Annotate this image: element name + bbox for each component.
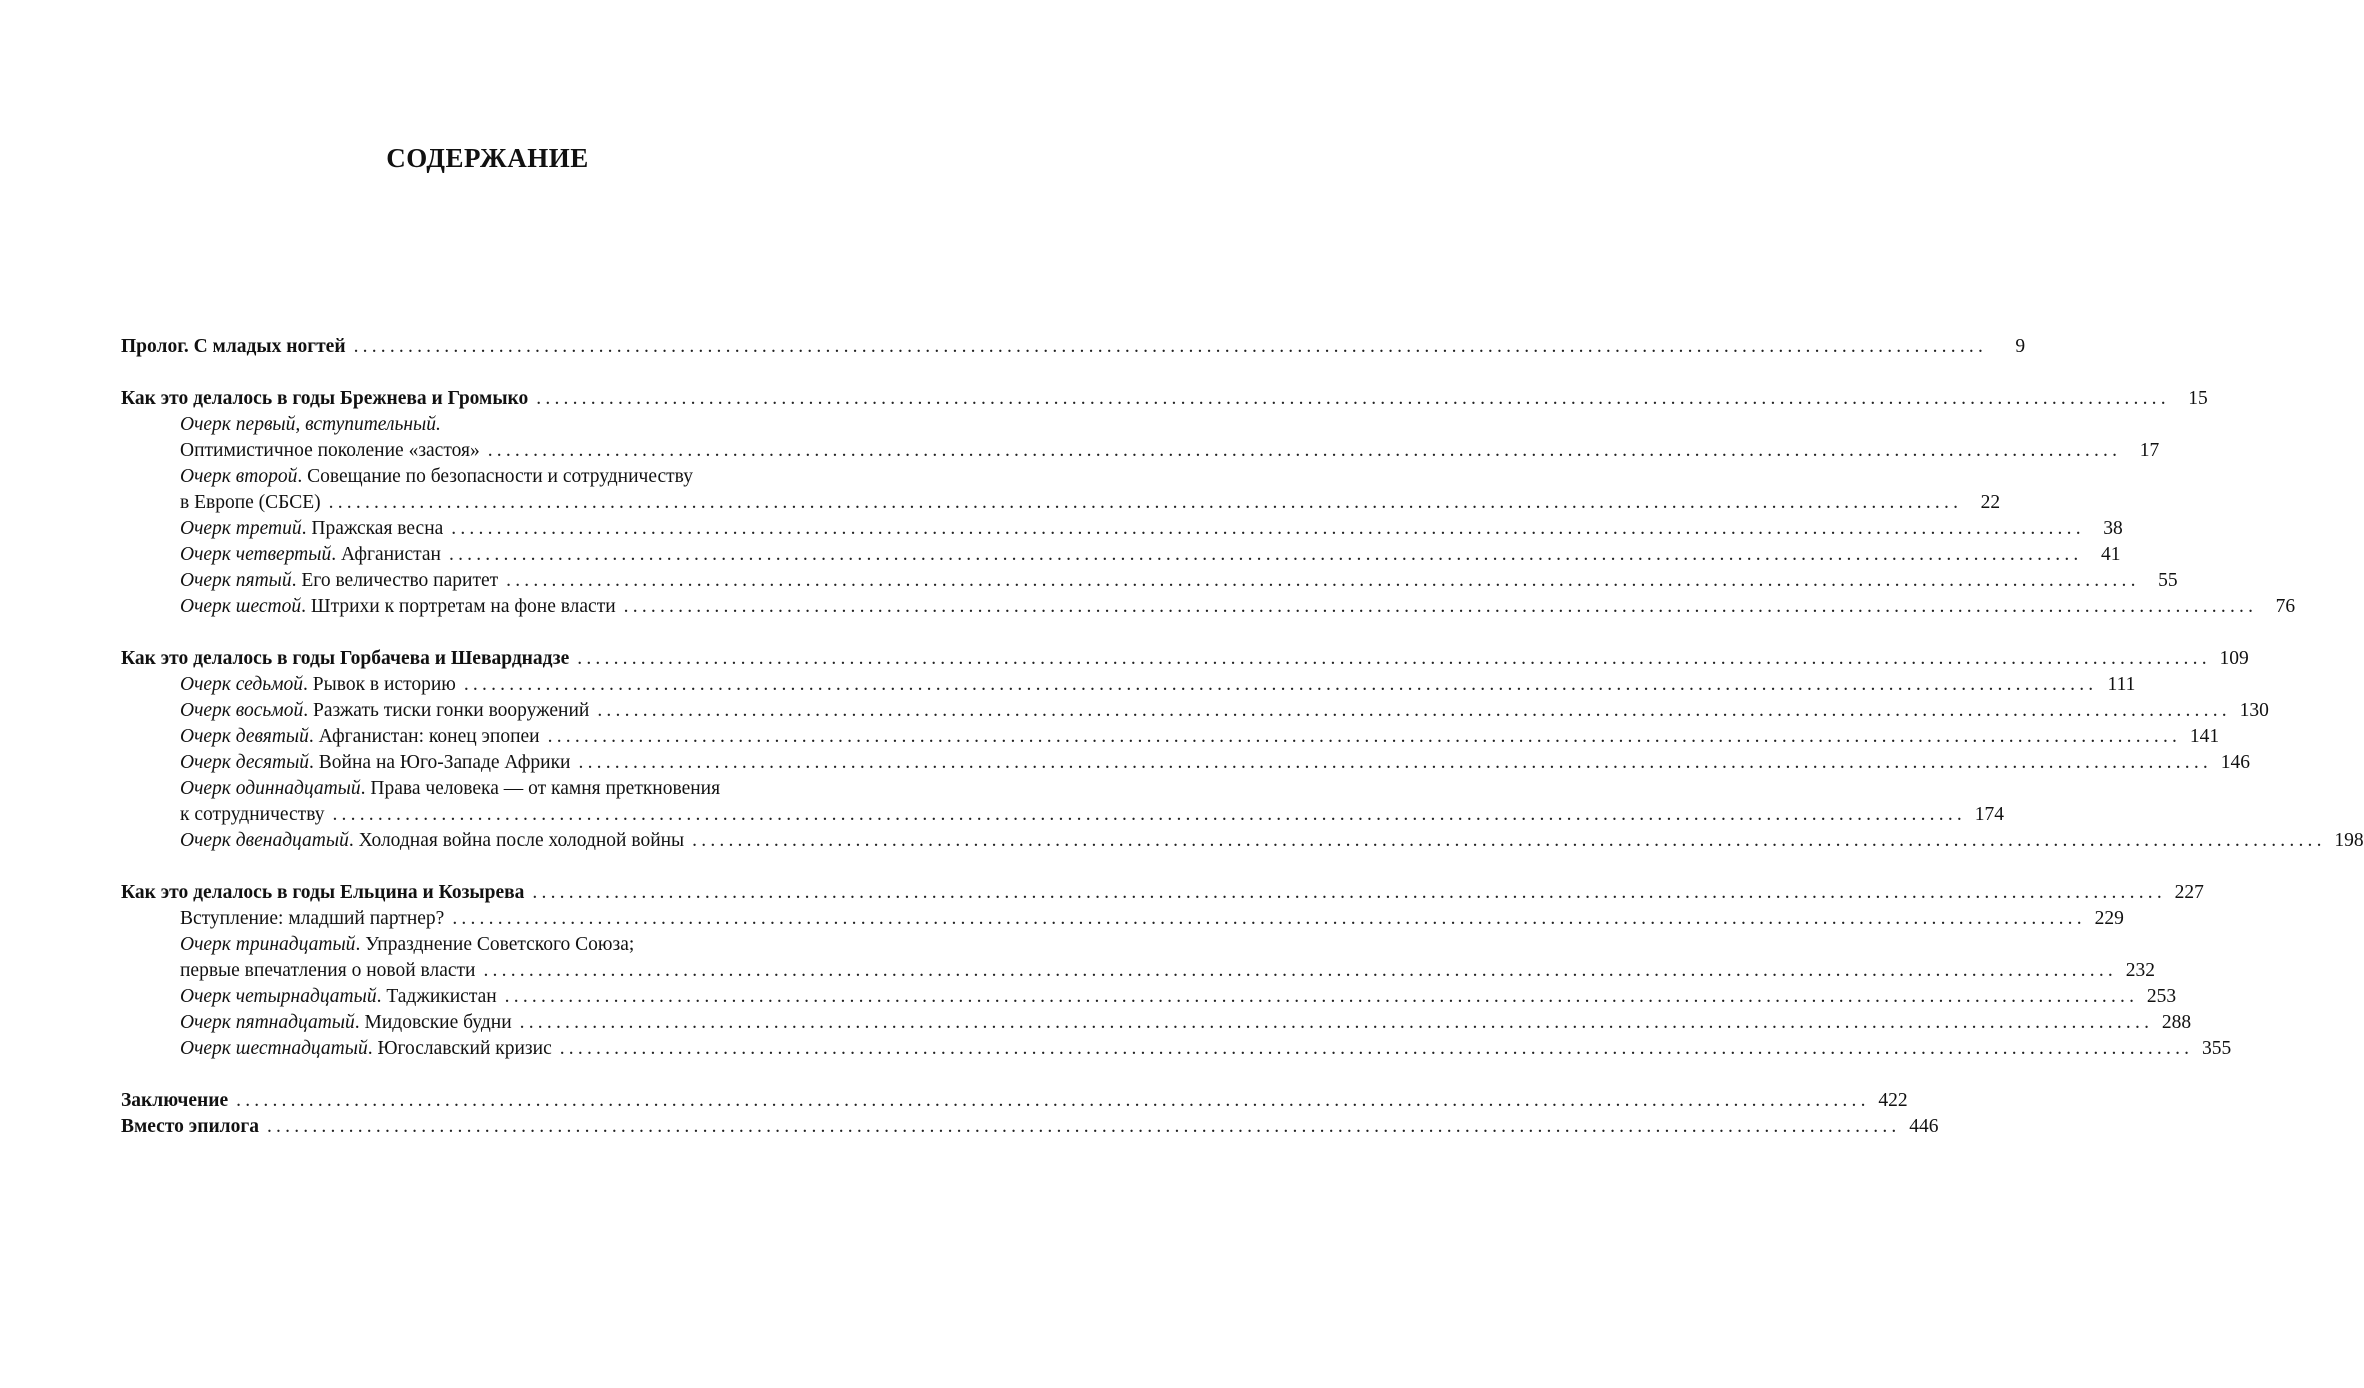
toc-entry-essay-11-first-line[interactable] [121, 776, 871, 802]
toc-entry-label: Очерк четвертый [180, 544, 332, 565]
toc-entry-part2[interactable] [121, 646, 2249, 672]
dot-leader: .................................................................................................................................................................................... [559, 1038, 2194, 1059]
toc-page-number: 17 [2139, 440, 2160, 461]
toc-entry-essay-3[interactable] [121, 516, 2123, 542]
toc-entry-label: Очерк девятый [180, 726, 309, 747]
toc-page-number: 446 [1909, 1116, 1939, 1137]
toc-entry-title: в Европе (СБСЕ) [180, 492, 321, 513]
toc-page-number: 111 [2107, 674, 2136, 695]
toc-entry-title: Очерк шестнадцатый. Югославский кризис [180, 1038, 552, 1059]
toc-entry-label: Очерк пятнадцатый [180, 1012, 355, 1033]
dot-leader: .................................................................................................................................................................................... [519, 1012, 2154, 1033]
toc-entry-title: Очерк тринадцатый. Упразднение Советского Союза; [180, 934, 635, 955]
toc-page-number: 15 [2188, 388, 2208, 409]
toc-entry-label: Очерк шестнадцатый [180, 1038, 368, 1059]
toc-entry-label: Очерк восьмой [180, 700, 304, 721]
toc-entry-essay-2[interactable] [121, 490, 2001, 516]
toc-entry-label: Очерк второй [180, 466, 298, 487]
dot-leader: .................................................................................................................................................................................... [532, 882, 2166, 903]
dot-leader: .................................................................................................................................................................................... [623, 596, 2258, 617]
toc-entry-title: Как это делалось в годы Брежнева и Громыко [121, 388, 529, 409]
toc-entry-title: Очерк двенадцатый. Холодная война после холодной войны [180, 830, 685, 851]
toc-entry-title: Очерк четвертый. Афганистан [180, 544, 441, 565]
dot-leader: .................................................................................................................................................................................... [506, 570, 2140, 591]
toc-entry-essay-8[interactable] [121, 698, 2269, 724]
toc-entry-label: Очерк десятый [180, 752, 310, 773]
toc-entry-essay-1-label[interactable] [121, 412, 871, 438]
toc-page-number: 38 [2103, 518, 2123, 539]
toc-entry-label: Очерк пятый [180, 570, 292, 591]
dot-leader: .................................................................................................................................................................................... [353, 336, 1988, 357]
toc-entry-epilogue[interactable] [121, 1114, 1939, 1140]
toc-entry-title: Очерк восьмой. Разжать тиски гонки вооружений [180, 700, 590, 721]
dot-leader: .................................................................................................................................................................................... [536, 388, 2170, 409]
toc-page-number: 76 [2275, 596, 2296, 617]
dot-leader: .................................................................................................................................................................................... [332, 804, 1966, 825]
toc-entry-label: Очерк тринадцатый [180, 934, 356, 955]
dot-leader: .................................................................................................................................................................................... [328, 492, 1963, 513]
toc-entry-title: Оптимистичное поколение «застоя» [180, 440, 480, 461]
toc-page-number: 232 [2125, 960, 2155, 981]
toc-entry-essay-2-first-line[interactable] [121, 464, 871, 490]
toc-entry-label: Очерк первый, вступительный. [180, 414, 441, 435]
toc-entry-title: Очерк четырнадцатый. Таджикистан [180, 986, 497, 1007]
toc-entry-title: Очерк второй. Совещание по безопасности и сотрудничеству [180, 466, 693, 487]
toc-page-number: 227 [2174, 882, 2204, 903]
dot-leader: .................................................................................................................................................................................... [597, 700, 2231, 721]
toc-entry-title: Очерк седьмой. Рывок в историю [180, 674, 456, 695]
dot-leader: .................................................................................................................................................................................... [266, 1116, 1901, 1137]
toc-entry-essay-7[interactable] [121, 672, 2136, 698]
toc-entry-title: Пролог. С младых ногтей [121, 336, 346, 357]
toc-page-number: 146 [2220, 752, 2250, 773]
dot-leader: .................................................................................................................................................................................... [449, 544, 2083, 565]
toc-entry-label: Очерк двенадцатый [180, 830, 349, 851]
toc-entry-title: Очерк одиннадцатый. Права человека — от камня преткновения [180, 778, 721, 799]
toc-page-number: 198 [2334, 830, 2364, 851]
toc-entry-title: Как это делалось в годы Ельцина и Козырева [121, 882, 525, 903]
dot-leader: .................................................................................................................................................................................... [578, 752, 2212, 773]
toc-entry-title: первые впечатления о новой власти [180, 960, 476, 981]
toc-entry-prolog[interactable] [121, 334, 2026, 360]
toc-page-number: 355 [2201, 1038, 2232, 1059]
toc-entry-label: Очерк одиннадцатый [180, 778, 361, 799]
toc-entry-essay-10[interactable] [121, 750, 2250, 776]
toc-page-number: 288 [2161, 1012, 2192, 1033]
toc-entry-essay-16[interactable] [121, 1036, 2232, 1062]
toc-entry-introduction[interactable] [121, 906, 2124, 932]
toc-page-number: 55 [2158, 570, 2178, 591]
toc-page-number: 41 [2101, 544, 2121, 565]
toc-page-number: 141 [2189, 726, 2220, 747]
table-of-contents [121, 334, 2364, 1140]
toc-entry-title: Очерк шестой. Штрихи к портретам на фоне власти [180, 596, 616, 617]
toc-entry-title: Вместо эпилога [121, 1116, 259, 1137]
toc-page-number: 22 [1980, 492, 2001, 513]
toc-entry-essay-14[interactable] [121, 984, 2177, 1010]
toc-entry-title: Очерк третий. Пражская весна [180, 518, 444, 539]
toc-entry-label: Очерк седьмой [180, 674, 304, 695]
toc-entry-part1[interactable] [121, 386, 2208, 412]
toc-entry-label: Очерк третий [180, 518, 302, 539]
toc-entry-title: Вступление: младший партнер? [180, 908, 445, 929]
toc-page-number: 174 [1974, 804, 2004, 825]
toc-entry-title: Как это делалось в годы Горбачева и Шеварднадзе [121, 648, 570, 669]
toc-entry-essay-4[interactable] [121, 542, 2121, 568]
toc-entry-label: Очерк четырнадцатый [180, 986, 377, 1007]
dot-leader: .................................................................................................................................................................................... [451, 518, 2085, 539]
dot-leader: .................................................................................................................................................................................... [483, 960, 2117, 981]
toc-entry-essay-13[interactable] [121, 958, 2155, 984]
toc-entry-title: Заключение [121, 1090, 229, 1111]
toc-entry-essay-15[interactable] [121, 1010, 2192, 1036]
toc-entry-essay-1[interactable] [121, 438, 2160, 464]
dot-leader: .................................................................................................................................................................................... [504, 986, 2139, 1007]
toc-page-number: 422 [1878, 1090, 1908, 1111]
toc-entry-essay-5[interactable] [121, 568, 2178, 594]
toc-entry-essay-12[interactable] [121, 828, 2364, 854]
toc-page-number: 253 [2146, 986, 2177, 1007]
toc-entry-conclusion[interactable] [121, 1088, 1908, 1114]
toc-page-number: 109 [2219, 648, 2249, 669]
dot-leader: .................................................................................................................................................................................... [236, 1090, 1870, 1111]
toc-entry-essay-6[interactable] [121, 594, 2296, 620]
toc-page-number: 9 [2015, 336, 2026, 357]
dot-leader: .................................................................................................................................................................................... [547, 726, 2182, 747]
toc-page-number: 130 [2239, 700, 2269, 721]
toc-entry-title: к сотрудничеству [180, 804, 325, 825]
toc-entry-title: Очерк девятый. Афганистан: конец эпопеи [180, 726, 540, 747]
dot-leader: .................................................................................................................................................................................... [577, 648, 2211, 669]
dot-leader: .................................................................................................................................................................................... [692, 830, 2326, 851]
toc-entry-title: Очерк пятый. Его величество паритет [180, 570, 499, 591]
toc-entry-part3[interactable] [121, 880, 2204, 906]
toc-entry-title: Очерк десятый. Война на Юго-Западе Африки [180, 752, 571, 773]
toc-entry-essay-9[interactable] [121, 724, 2220, 750]
toc-entry-label: Очерк шестой [180, 596, 302, 617]
toc-page-number: 229 [2094, 908, 2124, 929]
toc-entry-essay-11[interactable] [121, 802, 2004, 828]
dot-leader: .................................................................................................................................................................................... [452, 908, 2086, 929]
toc-entry-essay-13-first-line[interactable] [121, 932, 871, 958]
toc-entry-title: Очерк пятнадцатый. Мидовские будни [180, 1012, 512, 1033]
page-title: СОДЕРЖАНИЕ [386, 143, 589, 173]
dot-leader: .................................................................................................................................................................................... [463, 674, 2098, 695]
dot-leader: .................................................................................................................................................................................... [487, 440, 2122, 461]
